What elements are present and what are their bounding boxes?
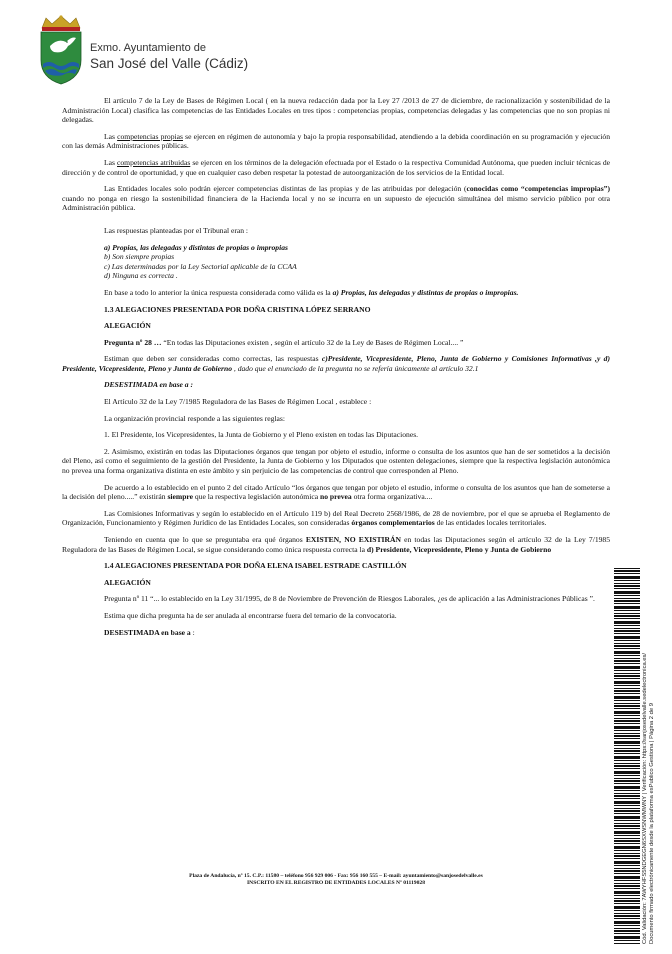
claimed-answers: c)Presidente, Vicepresidente, Pleno, Junta de Gobierno y Comisiones Informativas ,y d) Presidente, Vicepresidente, Pleno y Junta de Gobierno <box>62 354 610 373</box>
page-footer <box>62 873 610 888</box>
municipal-coat-of-arms <box>36 14 86 86</box>
text-fragment: De acuerdo a lo establecido en el punto 2 del citado Artículo “los órganos que tengan por objeto el estudio, informe o consulta de los asuntos que han de someterse a la decisión del pleno.....” existirán <box>62 482 610 502</box>
bold-term: conocidas como “competencias impropias”) <box>466 184 610 194</box>
question-28-label: Pregunta nº 28 … <box>104 337 164 347</box>
option-a <box>104 243 610 253</box>
paragraph-articulo-7: El artículo 7 de la Ley de Bases de Régimen Local ( en la nueva redacción dada por la Ley 27 /2013 de 27 de diciembre, de racionalización y sostenibilidad de la Administración Local) clasifica las competencias de las Entidades Locales en tres tipos : competencias propias, competencias delegadas y las competencias que no son propias ni delegadas. <box>62 96 610 125</box>
footer-address: Plaza de Andalucía, nº 15. C.P.: 11580 – teléfono 956 929 006 - Fax: 956 160 555 – E-mail: ayuntamiento@sanjosedelvalle.es <box>189 873 483 879</box>
text-fragment: Las Comisiones Informativas y según lo establecido en el Artículo 119 b) del Real Decreto 2568/1986, de 28 de noviembre, por el que se aprueba el Reglamento de Organización, Funcionamiento y Régimen Jurídico de las Entidades Locales, son consideradas <box>62 508 610 528</box>
underlined-term: competencias propias <box>117 131 183 141</box>
signature-note: Documento firmado electrónicamente desde la plataforma esPublico Gestiona | Página 2 de 9 <box>649 703 656 944</box>
validation-text <box>642 568 656 944</box>
bold-term: no prevea <box>319 492 352 502</box>
paragraph-estima-anulada: Estima que dicha pregunta ha de ser anulada al encontrarse fuera del temario de la convocatoria. <box>104 610 397 620</box>
organization-name <box>90 42 248 72</box>
paragraph-estiman <box>62 354 610 373</box>
desestimada-heading-1 <box>62 380 610 390</box>
paragraph-articulo-32: El Artículo 32 de la Ley 7/1985 Reguladora de las Bases de Régimen Local , establece : <box>104 397 372 407</box>
text-fragment: : <box>190 627 195 637</box>
section-heading-1-4: 1.4 ALEGACIONES PRESENTADA POR DOÑA ELENA ISABEL ESTRADE CASTILLÓN <box>104 561 407 571</box>
option-d: d) Ninguna es correcta . <box>104 271 178 281</box>
paragraph-punto-2 <box>62 483 610 502</box>
text-fragment: Las Entidades locales solo podrán ejercer competencias distintas de las propias y de las atribuidas por delegación ( <box>104 184 467 194</box>
text-fragment: se ejercen en los términos de la delegación efectuada por el Estado o la respectiva Comunidad Autónoma, que pueden incluir técnicas de dirección y de control de oportunidad, y que en cualquier caso deben respetar la potestad de autoorganización de los servicios de la Entidad local. <box>62 157 610 177</box>
question-28 <box>62 338 610 348</box>
org-line-1: Exmo. Ayuntamiento de <box>90 42 206 54</box>
question-11: Pregunta nº 11 “... lo establecido en la Ley 31/1995, de 8 de Noviembre de Prevención de Riesgos Laborales, ¿es de aplicación a las Administraciones Públicas ”. <box>104 594 595 604</box>
paragraph-competencias-propias <box>62 132 610 151</box>
valid-answer: a) Propias, las delegadas y distintas de propias o impropias. <box>332 287 519 297</box>
underlined-term: competencias atribuidas <box>117 157 191 167</box>
text-fragment: En base a todo lo anterior la única respuesta considerada como válida es la <box>104 287 333 297</box>
desestimada-text: DESESTIMADA en base a <box>104 627 191 637</box>
correct-answer: d) Presidente, Vicepresidente, Pleno y Junta de Gobierno <box>366 544 552 554</box>
text-fragment: , dado que el enunciado de la pregunta no se refería únicamente al artículo 32.1 <box>232 363 479 373</box>
validation-code: Cód. Validación: 7AWYHFS5NDGEGN6SXWSNWMWNY | Verificación: https://sanjosedelvalle.sedelectronica.es/ <box>642 652 648 944</box>
paragraph-competencias-atribuidas <box>62 158 610 177</box>
text-fragment: que la respectiva legislación autonómica <box>193 492 320 502</box>
text-fragment: Las <box>104 131 118 141</box>
paragraph-competencias-impropias <box>62 184 610 213</box>
alegacion-heading-1: ALEGACIÓN <box>104 321 151 331</box>
text-fragment: se ejercen en régimen de autonomía y bajo la propia responsabilidad, atendiendo a la debida coordinación en su programación y ejecución con las demás Administraciones públicas. <box>62 131 611 151</box>
text-fragment: cuando no ponga en riesgo la sostenibilidad financiera de la Hacienda local y no se incurra en un supuesto de ejecución simultánea del mismo servicio público por otra Administración pública. <box>62 193 610 213</box>
document-body <box>62 96 610 644</box>
paragraph-regla-2: 2. Asimismo, existirán en todas las Diputaciones órganos que tengan por objeto el estudio, informe o consulta de los asuntos que han de ser sometidos a la decisión del Pleno, así como el seguimiento de la gestión del Presidente, la Junta de Gobierno y los Diputados que ostenten delegaciones, siempre que la respectiva legislación autonómica no prevea una forma organizativa distinta en este ámbito y sin perjuicio de las competencias de control que corresponden al Pleno. <box>62 446 610 476</box>
footer-registry: INSCRITO EN EL REGISTRO DE ENTIDADES LOCALES Nº 01119028 <box>247 880 425 887</box>
alegacion-heading-2: ALEGACIÓN <box>104 577 151 587</box>
bold-term: EXISTEN, NO EXISTIRÁN <box>305 535 401 544</box>
desestimada-text: DESESTIMADA en base a : <box>104 380 194 390</box>
letterhead <box>36 14 296 92</box>
answer-options <box>62 243 610 281</box>
question-28-text: “En todas las Diputaciones existen , según el artículo 32 de la Ley de Bases de Régimen Local.... ” <box>163 337 464 347</box>
validation-strip <box>612 568 664 944</box>
desestimada-heading-2 <box>62 628 610 638</box>
barcode-icon <box>614 568 640 944</box>
paragraph-conclusion <box>62 535 610 554</box>
section-heading-1-3: 1.3 ALEGACIONES PRESENTADA POR DOÑA CRISTINA LÓPEZ SERRANO <box>104 304 371 314</box>
paragraph-organizacion: La organización provincial responde a las siguientes reglas: <box>104 413 285 423</box>
paragraph-comisiones <box>62 509 610 528</box>
text-fragment: otra forma organizativa.... <box>351 492 433 502</box>
paragraph-respuestas: Las respuestas planteadas por el Tribunal eran : <box>104 225 249 235</box>
text-fragment: Estiman que deben ser consideradas como correctas, las respuestas <box>104 354 322 364</box>
option-c: c) Las determinadas por la Ley Sectorial aplicable de la CCAA <box>104 261 297 271</box>
paragraph-regla-1: 1. El Presidente, los Vicepresidentes, la Junta de Gobierno y el Pleno existen en todas las Diputaciones. <box>104 430 419 440</box>
bold-term: órganos complementarios <box>351 518 435 528</box>
text-fragment: de las entidades locales territoriales. <box>434 518 547 528</box>
text-fragment: Las <box>104 157 117 167</box>
option-b: b) Son siempre propias <box>104 252 175 262</box>
org-line-2: San José del Valle (Cádiz) <box>90 56 249 71</box>
bold-term: siempre <box>167 492 194 502</box>
option-a-text: a) Propias, las delegadas y distintas de propias o impropias <box>104 242 288 252</box>
text-fragment: en todas las Diputaciones según el artículo 32 de la Ley 7/1985 Reguladora de las Bases de Régimen Local, se sigue considerando como única respuesta correcta la <box>62 535 611 554</box>
paragraph-respuesta-valida <box>62 288 610 298</box>
text-fragment: Teniendo en cuenta que lo que se preguntaba era qué órganos <box>104 535 306 544</box>
